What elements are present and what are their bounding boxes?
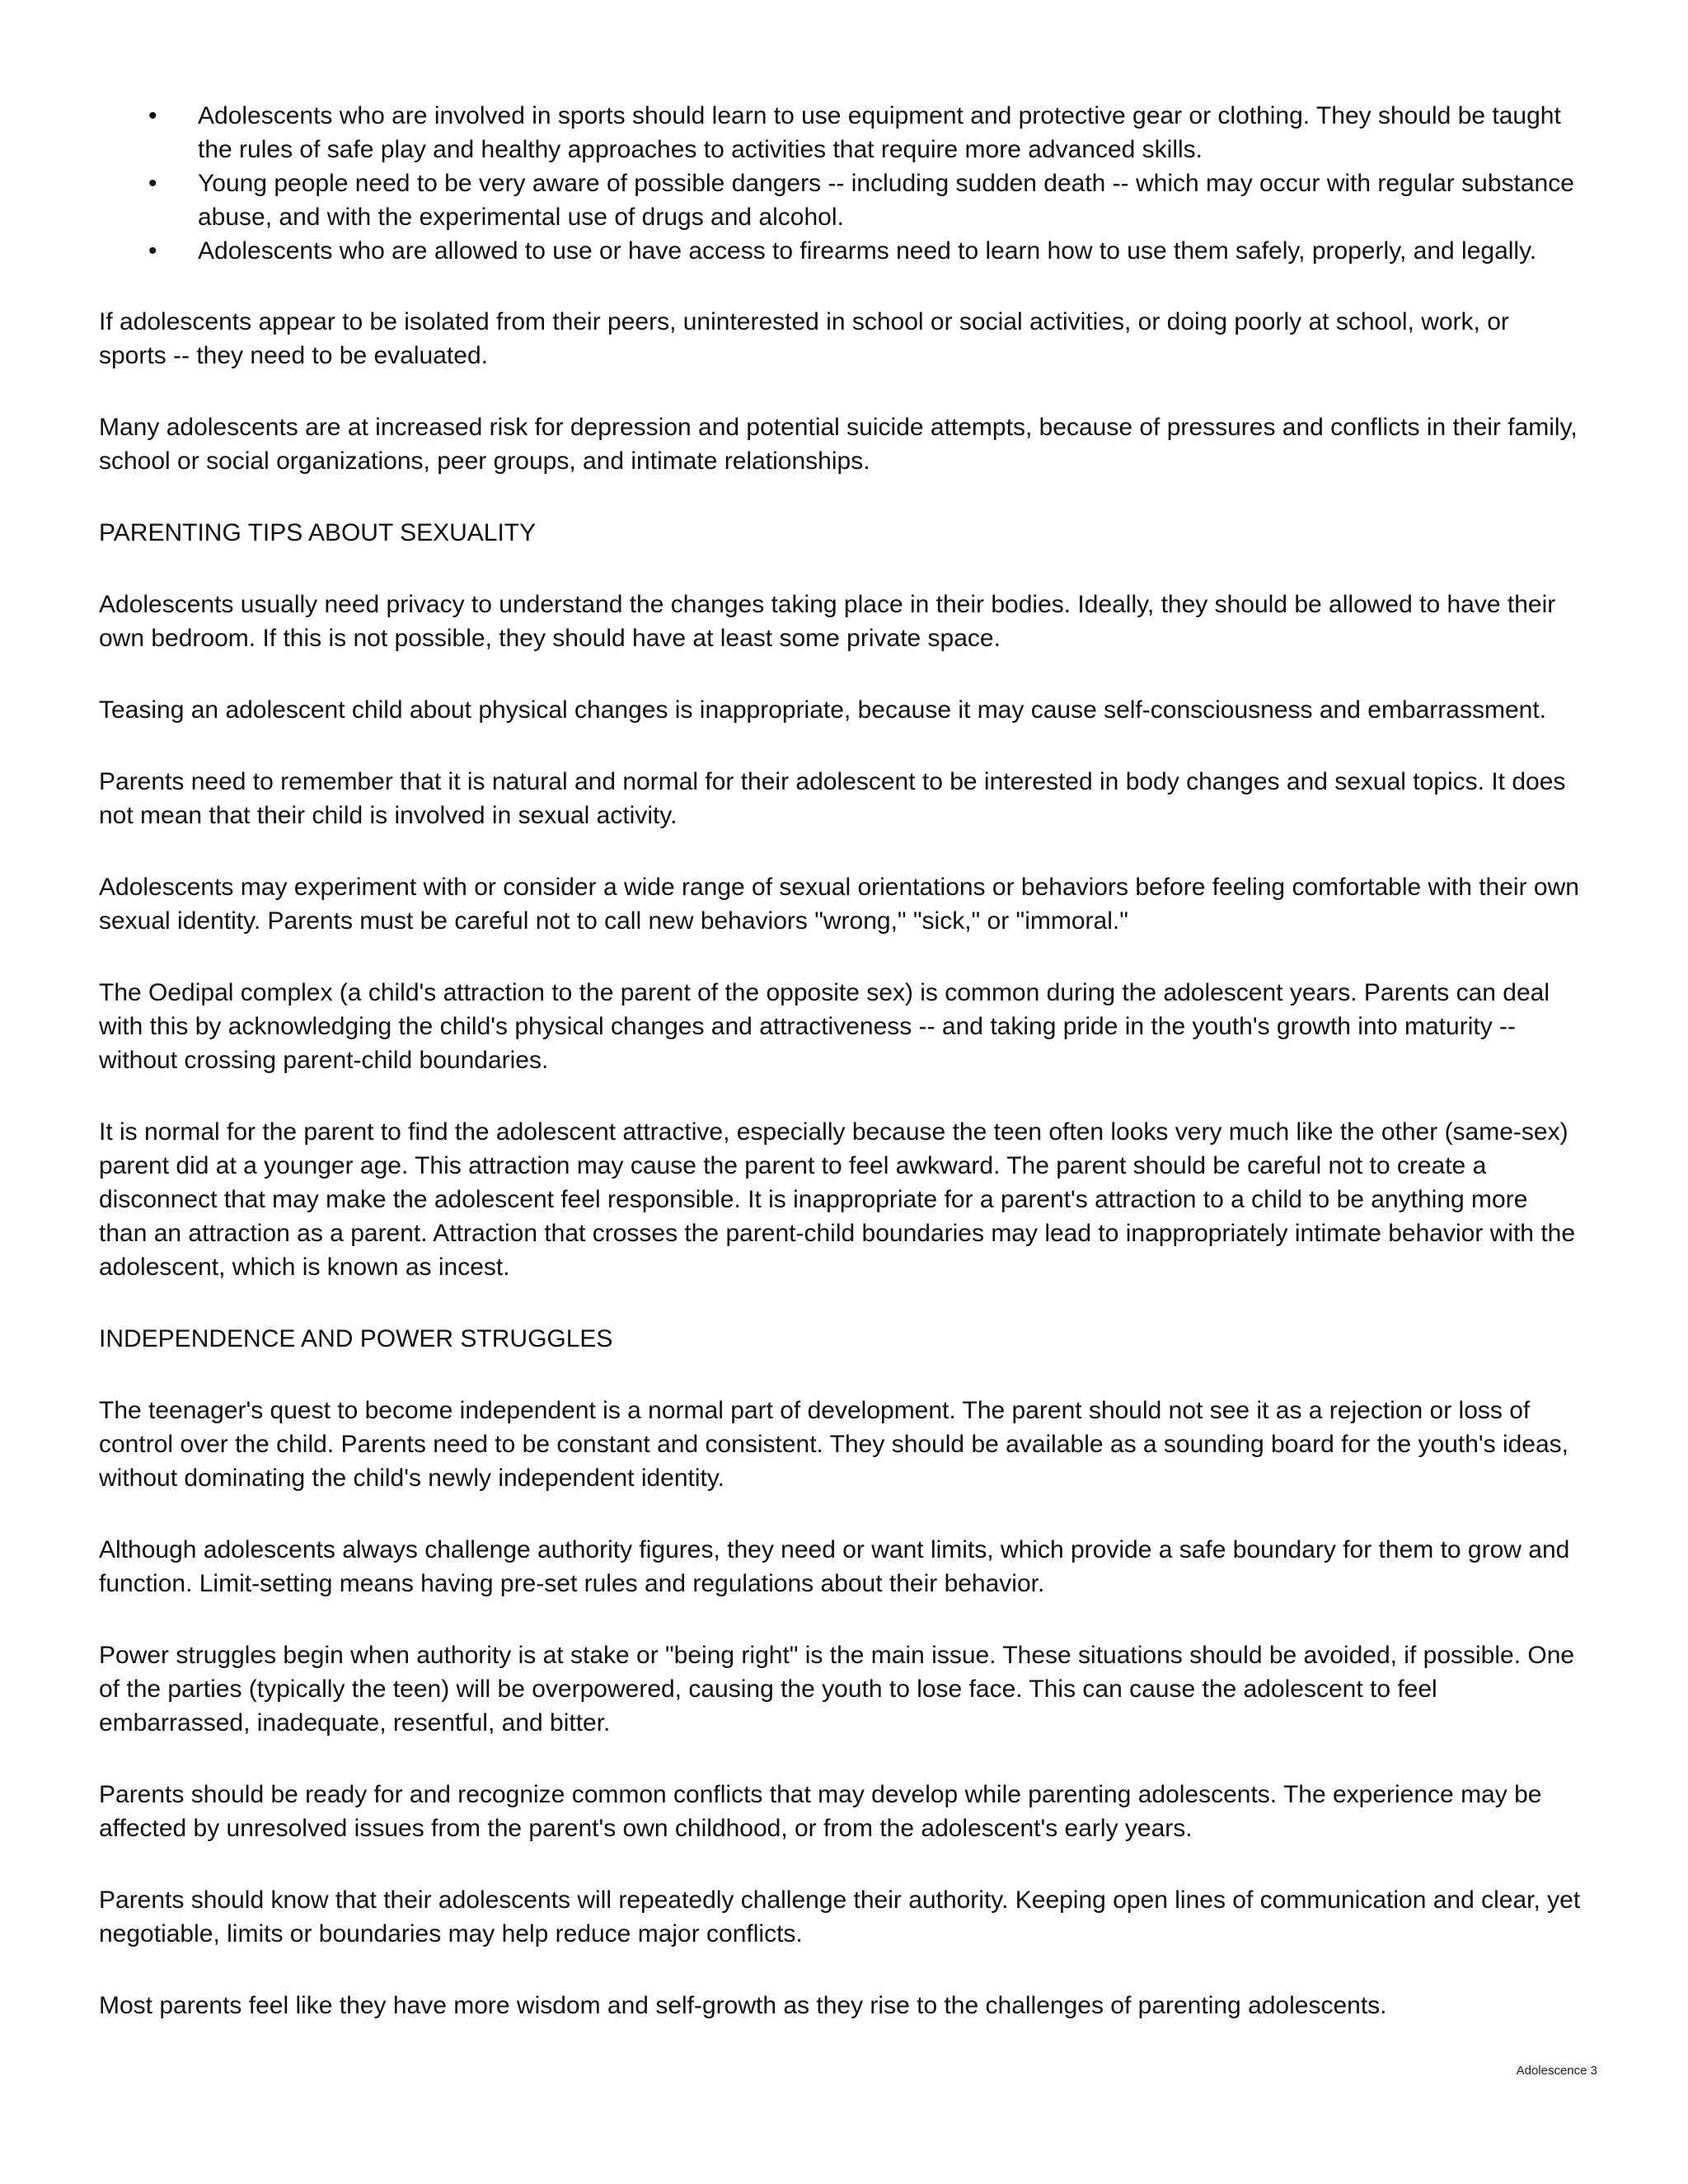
bullet-icon: • xyxy=(148,170,157,197)
paragraph: If adolescents appear to be isolated from their peers, uninterested in school or social activities, or doing poorly at school, work, or sports -- they need to be evaluated. xyxy=(99,308,1509,369)
paragraph: The teenager's quest to become independent is a normal part of development. The parent should not see it as a rejection or loss of control over the child. Parents need to be constant and consistent. They should be available as a sounding board for the youth's ideas, without dominating the child's newly independent identity. xyxy=(99,1397,1568,1492)
section-heading-independence: INDEPENDENCE AND POWER STRUGGLES xyxy=(99,1325,613,1352)
bullet-icon: • xyxy=(148,102,157,129)
paragraph: Parents should know that their adolescents will repeatedly challenge their authority. Keeping open lines of communication and clear, yet negotiable, limits or boundaries may help reduce major conflicts. xyxy=(99,1886,1581,1947)
paragraph: Most parents feel like they have more wisdom and self-growth as they rise to the challenges of parenting adolescents. xyxy=(99,1992,1387,2019)
paragraph: Although adolescents always challenge authority figures, they need or want limits, which provide a safe boundary for them to grow and function. Limit-setting means having pre-set rules and regulations about their behavior. xyxy=(99,1536,1570,1597)
bullet-list xyxy=(99,99,1582,268)
paragraph: Many adolescents are at increased risk for depression and potential suicide attempts, because of pressures and conflicts in their family, school or social organizations, peer groups, and intimate relationships. xyxy=(99,414,1578,475)
document-page xyxy=(99,99,1582,2060)
bullet-text: Adolescents who are involved in sports should learn to use equipment and protective gear or clothing. They should be taught the rules of safe play and healthy approaches to activities that require more advanced skills. xyxy=(198,102,1561,163)
bullet-text: Young people need to be very aware of possible dangers -- including sudden death -- which may occur with regular substance abuse, and with the experimental use of drugs and alcohol. xyxy=(198,170,1574,231)
bullet-item xyxy=(99,99,1582,166)
paragraph: Power struggles begin when authority is at stake or "being right" is the main issue. These situations should be avoided, if possible. One of the parties (typically the teen) will be overpowered, causing the youth to lose face. This can cause the adolescent to feel embarrassed, inadequate, resentful, and bitter. xyxy=(99,1642,1575,1736)
bullet-item xyxy=(99,234,1582,268)
bullet-icon: • xyxy=(148,237,157,265)
bullet-text: Adolescents who are allowed to use or have access to firearms need to learn how to use them safely, properly, and legally. xyxy=(198,237,1537,265)
paragraph: Teasing an adolescent child about physical changes is inappropriate, because it may cause self-consciousness and embarrassment. xyxy=(99,696,1546,724)
page-footer: Adolescence 3 xyxy=(1516,2064,1597,2078)
paragraph: Parents should be ready for and recognize common conflicts that may develop while parenting adolescents. The experience may be affected by unresolved issues from the parent's own childhood, or from the adolescent's early years. xyxy=(99,1781,1542,1842)
bullet-item xyxy=(99,166,1582,234)
paragraph: It is normal for the parent to find the adolescent attractive, especially because the teen often looks very much like the other (same-sex) parent did at a younger age. This attraction may cause the parent to feel awkward. The parent should be careful not to create a disconnect that may make the adolescent feel responsible. It is inappropriate for a parent's attraction to a child to be anything more than an attraction as a parent. Attraction that crosses the parent-child boundaries may lead to inappropriately intimate behavior with the adolescent, which is known as incest. xyxy=(99,1118,1576,1281)
paragraph: Adolescents may experiment with or consider a wide range of sexual orientations or behaviors before feeling comfortable with their own sexual identity. Parents must be careful not to call new behaviors "wrong," "sick," or "immoral." xyxy=(99,874,1579,935)
paragraph: Parents need to remember that it is natural and normal for their adolescent to be interested in body changes and sexual topics. It does not mean that their child is involved in sexual activity. xyxy=(99,768,1566,829)
paragraph: The Oedipal complex (a child's attraction to the parent of the opposite sex) is common during the adolescent years. Parents can deal with this by acknowledging the child's physical changes and attractiveness -- and taking pride in the youth's growth into maturity -- without crossing parent-child boundaries. xyxy=(99,979,1550,1074)
paragraph: Adolescents usually need privacy to understand the changes taking place in their bodies. Ideally, they should be allowed to have their own bedroom. If this is not possible, they should have at least some private space. xyxy=(99,591,1556,652)
section-heading-sexuality: PARENTING TIPS ABOUT SEXUALITY xyxy=(99,519,537,546)
